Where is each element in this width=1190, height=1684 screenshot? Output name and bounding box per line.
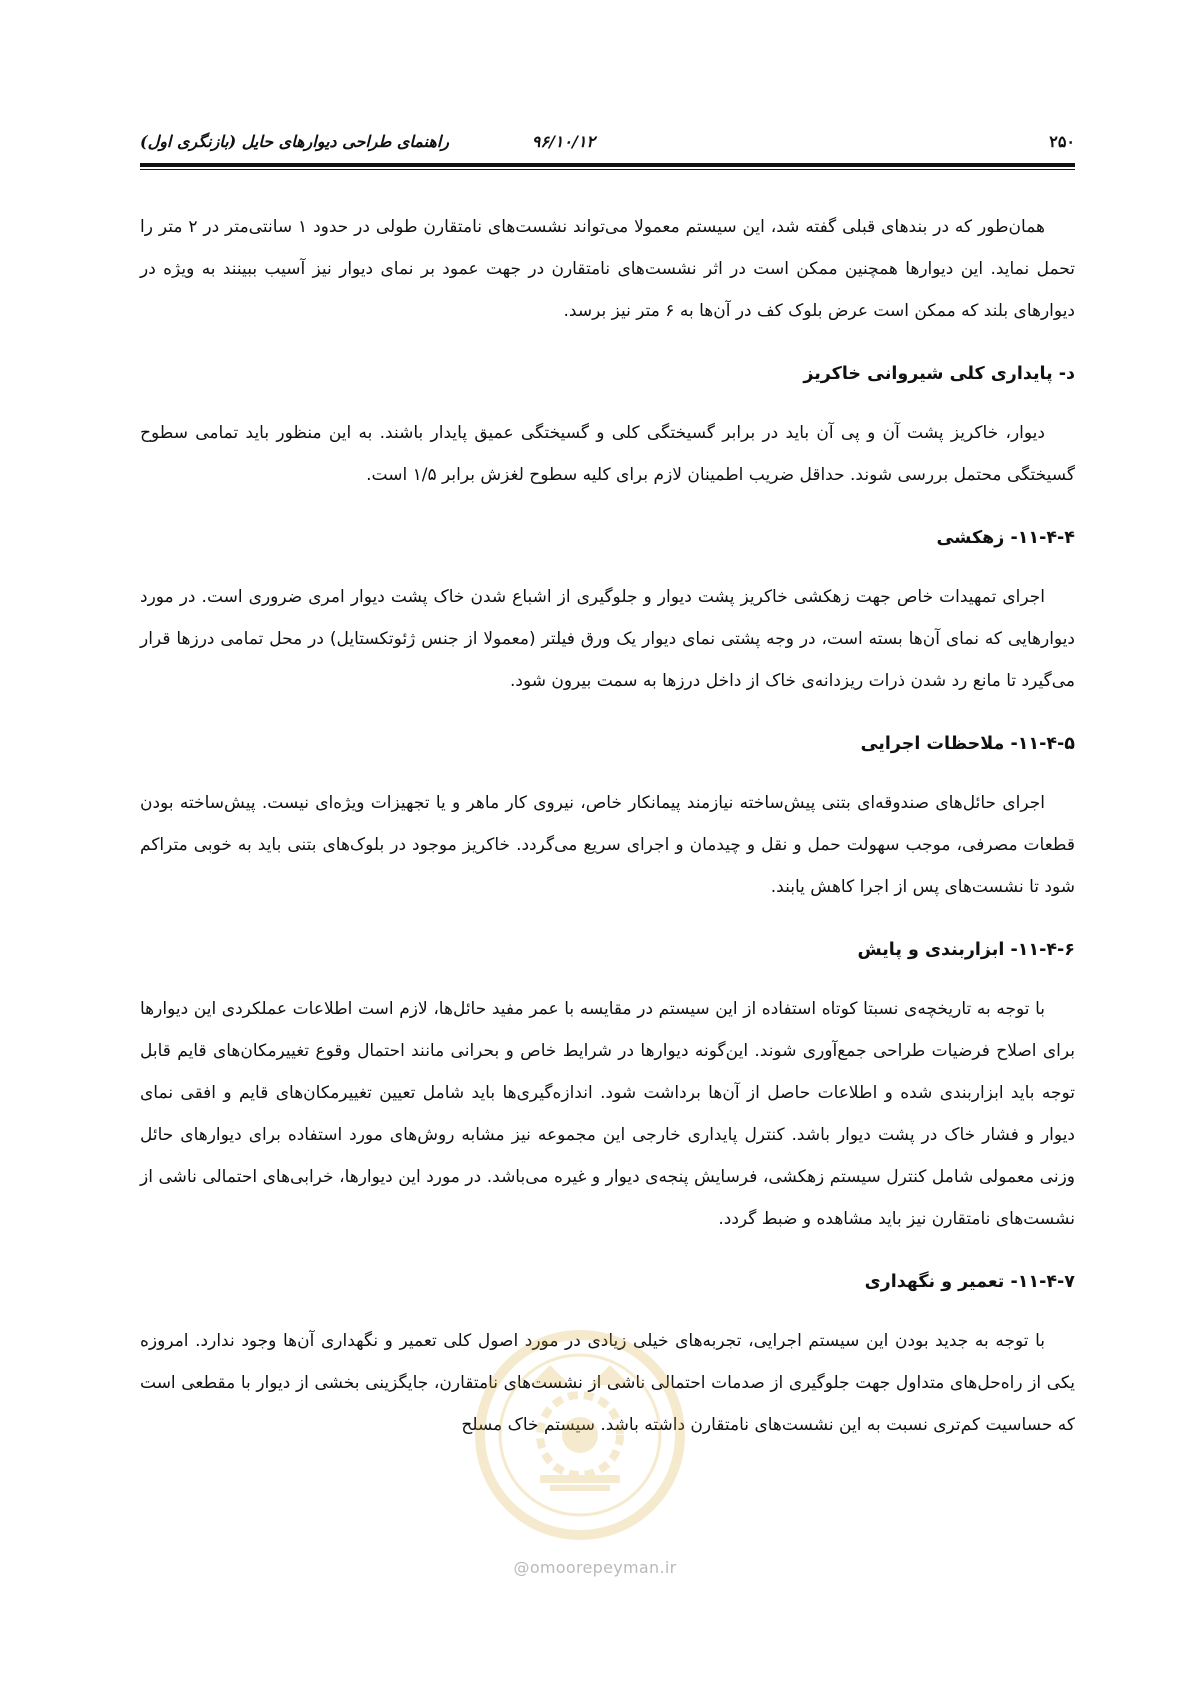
paragraph-drainage: اجرای تمهیدات خاص جهت زهکشی خاکریز پشت دیوار و جلوگیری از اشباع شدن خاک پشت دیوار امری ضروری است. در مورد دیوارهایی که نمای آن‌ها بسته است، در وجه پشتی نمای دیوار یک ورق فیلتر (معمولا از جنس ژئوتکستایل) در محل تمامی درزها قرار می‌گیرد تا مانع رد شدن ذرات ریزدانه‌ی خاک از داخل درزها به سمت بیرون شود. bbox=[140, 587, 1075, 691]
section-heading-monitoring: ۱۱-۴-۶- ابزاربندی و پایش bbox=[857, 940, 1075, 960]
header-date: ۹۶/۱۰/۱۲ bbox=[531, 132, 595, 151]
header-rule-thick bbox=[140, 163, 1075, 167]
paragraph-stability: دیوار، خاکریز پشت آن و پی آن باید در برابر گسیختگی کلی و گسیختگی عمیق پایدار باشند. به این منظور باید تمامی سطوح گسیختگی محتمل بررسی شوند. حداقل ضریب اطمینان لازم برای کلیه سطوح لغزش برابر ۱/۵ است. bbox=[140, 423, 1075, 485]
watermark-url: @omoorepeyman.ir bbox=[513, 1558, 677, 1577]
paragraph-settlement: همان‌طور که در بندهای قبلی گفته شد، این سیستم معمولا می‌تواند نشست‌های نامتقارن طولی در حدود ۱ سانتی‌متر در ۲ متر را تحمل نماید. این دیوارها همچنین ممکن است در اثر نشست‌های نامتقارن در جهت عمود بر نمای دیوار نیز آسیب ببینند به ویژه در دیوارهای بلند که ممکن است عرض بلوک کف در آن‌ها به ۶ متر نیز برسد. bbox=[140, 217, 1075, 321]
section-heading-overall-stability: د- پایداری کلی شیروانی خاکریز bbox=[803, 364, 1075, 384]
paragraph-maintenance: با توجه به جدید بودن این سیستم اجرایی، تجربه‌های خیلی زیادی در مورد اصول کلی تعمیر و نگهداری آن‌ها وجود ندارد. امروزه یکی از راه‌حل‌های متداول جهت جلوگیری از صدمات احتمالی ناشی از نشست‌های نامتقارن، جایگزینی بخشی از دیوار با مقطعی است که حساسیت کم‌تری نسبت به این نشست‌های نامتقارن داشته باشد. سیستم خاک مسلح bbox=[140, 1331, 1075, 1435]
paragraph-construction: اجرای حائل‌های صندوقه‌ای بتنی پیش‌ساخته نیازمند پیمانکار خاص، نیروی کار ماهر و یا تجهیزات ویژه‌ای نیست. پیش‌ساخته بودن قطعات مصرفی، موجب سهولت حمل و نقل و چیدمان و اجرای سریع می‌گردد. خاکریز موجود در بلوک‌های بتنی باید به خوبی متراکم شود تا نشست‌های پس از اجرا کاهش یابند. bbox=[140, 793, 1075, 897]
paragraph-monitoring: با توجه به تاریخچه‌ی نسبتا کوتاه استفاده از این سیستم در مقایسه با عمر مفید حائل‌ها، لازم است اطلاعات عملکردی این دیوارها برای اصلاح فرضیات طراحی جمع‌آوری شوند. این‌گونه دیوارها در شرایط خاص و بحرانی مانند احتمال وقوع تغییرمکان‌های قایم قابل توجه باید ابزاربندی شده و اطلاعات حاصل از آن‌ها برداشت شود. اندازه‌گیری‌ها باید شامل تعیین تغییرمکان‌های قایم و افقی نمای دیوار و فشار خاک در پشت دیوار باشد. کنترل پایداری خارجی این مجموعه نیز مشابه روش‌های مورد استفاده برای دیوارهای حائل وزنی معمولی شامل کنترل سیستم زهکشی، فرسایش پنجه‌ی دیوار و غیره می‌باشد. در مورد این دیوارها، خرابی‌های احتمالی ناشی از نشست‌های نامتقارن نیز باید مشاهده و ضبط گردد. bbox=[140, 999, 1075, 1229]
document-body bbox=[140, 206, 1075, 1468]
page-number: ۲۵۰ bbox=[1049, 132, 1075, 151]
section-heading-construction: ۱۱-۴-۵- ملاحظات اجرایی bbox=[860, 734, 1075, 754]
header-rule-thin bbox=[140, 169, 1075, 170]
page-header bbox=[140, 126, 1075, 158]
section-heading-maintenance: ۱۱-۴-۷- تعمیر و نگهداری bbox=[864, 1272, 1075, 1292]
section-heading-drainage: ۱۱-۴-۴- زهکشی bbox=[936, 528, 1075, 548]
header-title: راهنمای طراحی دیوارهای حایل (بازنگری اول) bbox=[140, 132, 449, 151]
